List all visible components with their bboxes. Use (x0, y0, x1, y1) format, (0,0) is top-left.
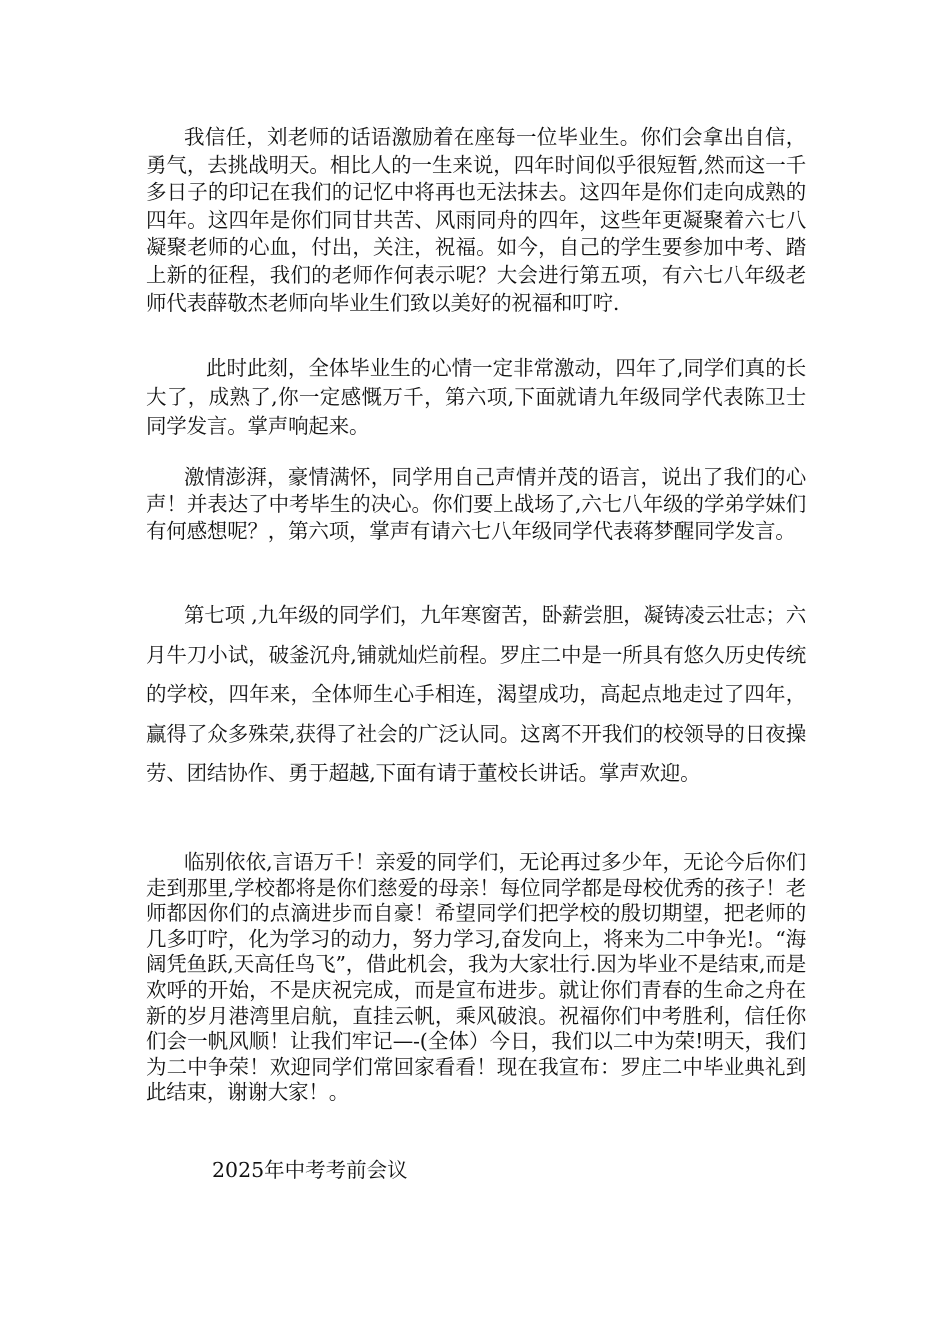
paragraph-grade9-speech: 此时此刻，全体毕业生的心情一定非常激动，四年了,同学们真的长大了，成熟了,你一定感慨万千，第六项,下面就请九年级同学代表陈卫士同学发言。掌声响起来。 (146, 356, 806, 438)
next-section-heading: 2025年中考考前会议 (212, 1158, 408, 1182)
paragraph-teacher-blessing: 我信任，刘老师的话语激励着在座每一位毕业生。你们会拿出自信，勇气，去挑战明天。相比人的一生来说，四年时间似乎很短暂,然而这一千多日子的印记在我们的记忆中将再也无法抹去。这四年是你们走向成熟的四年。这四年是你们同甘共苦、风雨同舟的四年，这些年更凝聚着六七八凝聚老师的心血，付出，关注，祝福。如今，自己的学生要参加中考、踏上新的征程，我们的老师作何表示呢？大会进行第五项，有六七八年级老师代表薛敬杰老师向毕业生们致以美好的祝福和叮咛. (146, 125, 806, 315)
paragraph-junior-speech: 激情澎湃，豪情满怀，同学用自己声情并茂的语言，说出了我们的心声！并表达了中考毕生的决心。你们要上战场了,六七八年级的学弟学妹们有何感想呢？，第六项，掌声有请六七八年级同学代表蒋梦醒同学发言。 (146, 465, 806, 543)
paragraph-principal-speech: 第七项 ,九年级的同学们，九年寒窗苦，卧薪尝胆，凝铸凌云壮志；六月牛刀小试，破釜沉舟,铺就灿烂前程。罗庄二中是一所具有悠久历史传统的学校，四年来，全体师生心手相连，渴望成功，高起点地走过了四年，赢得了众多殊荣,获得了社会的广泛认同。这离不开我们的校领导的日夜操劳、团结协作、勇于超越,下面有请于董校长讲话。掌声欢迎。 (146, 603, 806, 785)
document-page (146, 0, 806, 1344)
paragraph-closing-remarks: 临别依依,言语万千！亲爱的同学们，无论再过多少年，无论今后你们走到那里,学校都将是你们慈爱的母亲！每位同学都是母校优秀的孩子！老师都因你们的点滴进步而自豪！希望同学们把学校的殷切期望，把老师的几多叮咛，化为学习的动力，努力学习,奋发向上，将来为二中争光!。“海阔凭鱼跃,天高任鸟飞”，借此机会，我为大家壮行.因为毕业不是结束,而是欢呼的开始，不是庆祝完成，而是宣布进步。就让你们青春的生命之舟在新的岁月港湾里启航，直挂云帆，乘风破浪。祝福你们中考胜利，信任你们会一帆风顺！让我们牢记—-(全体）今日，我们以二中为荣!明天，我们为二中争荣！欢迎同学们常回家看看！现在我宣布：罗庄二中毕业典礼到此结束，谢谢大家！。 (146, 850, 806, 1105)
